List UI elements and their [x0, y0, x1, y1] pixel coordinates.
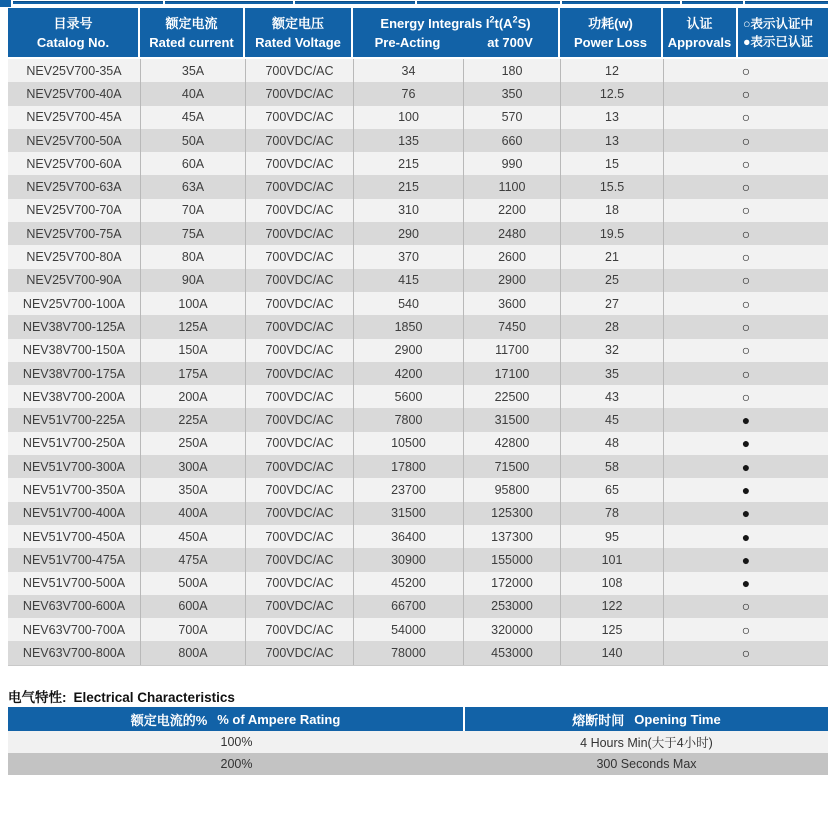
table-row — [8, 641, 828, 664]
cell-power_loss: 15 — [560, 152, 663, 175]
cell-voltage: 700VDC/AC — [245, 106, 353, 129]
cell-pre_acting: 4200 — [353, 362, 463, 385]
cell-pre_acting: 34 — [353, 59, 463, 82]
table-row — [8, 731, 828, 753]
cell-power_loss: 48 — [560, 432, 663, 455]
cell-catalog: NEV51V700-450A — [22, 529, 126, 544]
cell-time: 300 Seconds Max — [596, 757, 697, 771]
top-table-fragment — [682, 1, 743, 4]
cell-pre_acting: 135 — [353, 129, 463, 152]
approval-status: ○ — [663, 618, 828, 641]
cell-power_loss: 12 — [560, 59, 663, 82]
approval-status: ○ — [663, 152, 828, 175]
cell-at_700v: 320000 — [463, 618, 560, 641]
column-header-at-700v: at 700V — [487, 34, 533, 50]
table-row — [8, 525, 828, 548]
cell-catalog: NEV25V700-90A — [26, 273, 122, 288]
column-header-catalog — [8, 8, 140, 57]
cell-at_700v: 172000 — [463, 572, 560, 595]
cell-catalog: NEV25V700-35A — [26, 63, 122, 78]
approval-status: ○ — [663, 269, 828, 292]
header-zh: 目录号 — [53, 15, 93, 31]
cell-catalog: NEV38V700-150A — [22, 343, 126, 358]
cell-catalog: NEV51V700-225A — [22, 413, 126, 428]
cell-pre_acting: 17800 — [353, 455, 463, 478]
table-row — [8, 548, 828, 571]
cell-at_700v: 71500 — [463, 455, 560, 478]
electrical-table-body — [8, 731, 828, 775]
approval-status: ○ — [663, 315, 828, 338]
header-en: % of Ampere Rating — [217, 711, 341, 727]
cell-at_700v: 2900 — [463, 269, 560, 292]
approval-status: ○ — [663, 362, 828, 385]
cell-pre_acting: 310 — [353, 199, 463, 222]
cell-time: 4 Hours Min(大于4小时) — [580, 736, 713, 750]
cell-current: 100A — [140, 292, 245, 315]
cell-voltage: 700VDC/AC — [245, 385, 353, 408]
header-zh: 认证 — [686, 15, 713, 31]
table-row — [8, 478, 828, 501]
cell-current: 300A — [140, 455, 245, 478]
cell-power_loss: 140 — [560, 641, 663, 664]
cell-current: 500A — [140, 572, 245, 595]
cell-current: 475A — [140, 548, 245, 571]
cell-at_700v: 95800 — [463, 478, 560, 501]
cell-power_loss: 108 — [560, 572, 663, 595]
cell-at_700v: 253000 — [463, 595, 560, 618]
cell-voltage: 700VDC/AC — [245, 408, 353, 431]
cell-voltage: 700VDC/AC — [245, 292, 353, 315]
approval-status: ○ — [663, 595, 828, 618]
cell-power_loss: 43 — [560, 385, 663, 408]
cell-pre_acting: 215 — [353, 152, 463, 175]
cell-pre_acting: 215 — [353, 175, 463, 198]
cell-at_700v: 1100 — [463, 175, 560, 198]
cell-pre_acting: 290 — [353, 222, 463, 245]
cell-at_700v: 2480 — [463, 222, 560, 245]
header-en: Power Loss — [574, 34, 647, 50]
top-table-fragment — [417, 1, 560, 4]
approval-status: ○ — [663, 82, 828, 105]
corner-fragment — [0, 0, 11, 7]
cell-current: 40A — [140, 82, 245, 105]
cell-power_loss: 13 — [560, 106, 663, 129]
cell-voltage: 700VDC/AC — [245, 362, 353, 385]
cell-pre_acting: 36400 — [353, 525, 463, 548]
cell-at_700v: 350 — [463, 82, 560, 105]
cell-catalog: NEV25V700-40A — [26, 86, 122, 101]
cell-pre_acting: 78000 — [353, 641, 463, 664]
cell-at_700v: 17100 — [463, 362, 560, 385]
cell-current: 175A — [140, 362, 245, 385]
cell-catalog: NEV63V700-700A — [22, 622, 126, 637]
table-row — [8, 362, 828, 385]
table-row — [8, 175, 828, 198]
cell-pre_acting: 2900 — [353, 339, 463, 362]
cell-power_loss: 25 — [560, 269, 663, 292]
cell-current: 350A — [140, 478, 245, 501]
energy-integrals-title: Energy Integrals $I^2t(A^2S)$ — [380, 14, 531, 31]
approval-status: ○ — [663, 175, 828, 198]
electrical-table-header — [8, 707, 828, 731]
cell-at_700v: 180 — [463, 59, 560, 82]
cell-power_loss: 65 — [560, 478, 663, 501]
cell-voltage: 700VDC/AC — [245, 641, 353, 664]
approval-status: ● — [663, 572, 828, 595]
cell-current: 90A — [140, 269, 245, 292]
cell-at_700v: 137300 — [463, 525, 560, 548]
approval-status: ● — [663, 525, 828, 548]
approval-status: ● — [663, 478, 828, 501]
cell-voltage: 700VDC/AC — [245, 595, 353, 618]
table-row — [8, 152, 828, 175]
header-en: Opening Time — [634, 711, 721, 727]
top-table-fragment — [745, 1, 828, 4]
table-row — [8, 129, 828, 152]
cell-voltage: 700VDC/AC — [245, 618, 353, 641]
header-zh: 额定电流 — [165, 15, 218, 31]
cell-at_700v: 7450 — [463, 315, 560, 338]
approval-status: ● — [663, 502, 828, 525]
cell-current: 75A — [140, 222, 245, 245]
cell-voltage: 700VDC/AC — [245, 502, 353, 525]
cell-pre_acting: 76 — [353, 82, 463, 105]
cell-current: 150A — [140, 339, 245, 362]
header-zh: 额定电压 — [271, 15, 324, 31]
cell-power_loss: 78 — [560, 502, 663, 525]
table-row — [8, 432, 828, 455]
table-row — [8, 339, 828, 362]
table-row — [8, 753, 828, 775]
cell-current: 200A — [140, 385, 245, 408]
cell-at_700v: 2200 — [463, 199, 560, 222]
table-row — [8, 595, 828, 618]
cell-current: 80A — [140, 245, 245, 268]
cell-current: 225A — [140, 408, 245, 431]
column-header-rated-current — [140, 8, 245, 57]
section-heading-en: Electrical Characteristics — [73, 690, 235, 705]
cell-power_loss: 12.5 — [560, 82, 663, 105]
header-en: Rated current — [149, 34, 234, 50]
table-row — [8, 502, 828, 525]
cell-power_loss: 32 — [560, 339, 663, 362]
approval-status: ○ — [663, 106, 828, 129]
cell-at_700v: 11700 — [463, 339, 560, 362]
approval-status: ○ — [663, 339, 828, 362]
cell-pre_acting: 540 — [353, 292, 463, 315]
approval-status: ○ — [663, 129, 828, 152]
top-table-fragment — [562, 1, 680, 4]
cell-pre_acting: 31500 — [353, 502, 463, 525]
approval-status: ● — [663, 455, 828, 478]
cell-power_loss: 101 — [560, 548, 663, 571]
cell-catalog: NEV63V700-800A — [22, 646, 126, 661]
cell-current: 450A — [140, 525, 245, 548]
cell-catalog: NEV25V700-70A — [26, 203, 122, 218]
approval-status: ○ — [663, 245, 828, 268]
cell-pre_acting: 30900 — [353, 548, 463, 571]
cell-power_loss: 35 — [560, 362, 663, 385]
cell-catalog: NEV25V700-45A — [26, 110, 122, 125]
top-table-fragment — [295, 1, 415, 4]
header-zh: 额定电流的% — [130, 712, 208, 728]
cell-current: 400A — [140, 502, 245, 525]
cell-power_loss: 122 — [560, 595, 663, 618]
cell-current: 125A — [140, 315, 245, 338]
cell-pre_acting: 5600 — [353, 385, 463, 408]
cell-pre_acting: 10500 — [353, 432, 463, 455]
cell-catalog: NEV63V700-600A — [22, 599, 126, 614]
cell-pre_acting: 54000 — [353, 618, 463, 641]
table-row — [8, 82, 828, 105]
cell-at_700v: 2600 — [463, 245, 560, 268]
column-header-energy-integrals — [353, 8, 560, 57]
cell-catalog: NEV38V700-200A — [22, 389, 126, 404]
cell-catalog: NEV25V700-75A — [26, 226, 122, 241]
cell-at_700v: 42800 — [463, 432, 560, 455]
cell-voltage: 700VDC/AC — [245, 525, 353, 548]
cell-pre_acting: 1850 — [353, 315, 463, 338]
superscript: 2 — [489, 14, 495, 25]
table-row — [8, 222, 828, 245]
cell-voltage: 700VDC/AC — [245, 455, 353, 478]
cell-power_loss: 19.5 — [560, 222, 663, 245]
cell-voltage: 700VDC/AC — [245, 59, 353, 82]
cell-power_loss: 21 — [560, 245, 663, 268]
cell-current: 50A — [140, 129, 245, 152]
table-row — [8, 269, 828, 292]
cell-at_700v: 125300 — [463, 502, 560, 525]
section-heading — [8, 686, 235, 706]
approval-status: ● — [663, 408, 828, 431]
cell-catalog: NEV51V700-300A — [22, 459, 126, 474]
approval-status: ● — [663, 432, 828, 455]
cell-pre_acting: 370 — [353, 245, 463, 268]
cell-voltage: 700VDC/AC — [245, 548, 353, 571]
column-header-power-loss — [560, 8, 663, 57]
spec-table-header — [8, 8, 828, 57]
approval-status: ○ — [663, 385, 828, 408]
column-header-opening-time — [465, 707, 828, 731]
cell-at_700v: 31500 — [463, 408, 560, 431]
cell-catalog: NEV51V700-475A — [22, 552, 126, 567]
cell-current: 600A — [140, 595, 245, 618]
cell-voltage: 700VDC/AC — [245, 315, 353, 338]
column-header-approvals — [663, 8, 738, 57]
approval-status: ○ — [663, 199, 828, 222]
approval-status: ○ — [663, 641, 828, 664]
cell-voltage: 700VDC/AC — [245, 269, 353, 292]
table-row — [8, 315, 828, 338]
cell-current: 63A — [140, 175, 245, 198]
cell-catalog: NEV51V700-350A — [22, 482, 126, 497]
column-header-rated-voltage — [245, 8, 353, 57]
cell-current: 45A — [140, 106, 245, 129]
header-en: Rated Voltage — [255, 34, 341, 50]
spec-table-body — [8, 59, 828, 666]
cell-percent: 200% — [220, 757, 253, 771]
cell-voltage: 700VDC/AC — [245, 339, 353, 362]
cell-catalog: NEV38V700-175A — [22, 366, 126, 381]
electrical-characteristics-table — [8, 707, 828, 775]
approval-status: ○ — [663, 222, 828, 245]
legend-line-certified: ●表示已认证 — [743, 34, 814, 49]
cell-pre_acting: 100 — [353, 106, 463, 129]
cell-voltage: 700VDC/AC — [245, 152, 353, 175]
cell-current: 800A — [140, 641, 245, 664]
cell-voltage: 700VDC/AC — [245, 222, 353, 245]
cell-voltage: 700VDC/AC — [245, 129, 353, 152]
table-row — [8, 106, 828, 129]
cell-pre_acting: 415 — [353, 269, 463, 292]
top-table-fragment — [165, 1, 293, 4]
header-zh: 功耗(w) — [588, 15, 633, 31]
cell-percent: 100% — [220, 735, 253, 749]
cell-current: 70A — [140, 199, 245, 222]
cell-power_loss: 58 — [560, 455, 663, 478]
cell-voltage: 700VDC/AC — [245, 199, 353, 222]
cell-voltage: 700VDC/AC — [245, 175, 353, 198]
table-row — [8, 385, 828, 408]
cell-current: 60A — [140, 152, 245, 175]
cell-catalog: NEV38V700-125A — [22, 319, 126, 334]
cell-catalog: NEV25V700-100A — [22, 296, 126, 311]
table-row — [8, 618, 828, 641]
cell-catalog: NEV51V700-500A — [22, 576, 126, 591]
approval-status: ○ — [663, 59, 828, 82]
cell-voltage: 700VDC/AC — [245, 572, 353, 595]
cell-current: 700A — [140, 618, 245, 641]
cell-power_loss: 95 — [560, 525, 663, 548]
column-header-approval-legend — [738, 8, 828, 57]
table-row — [8, 408, 828, 431]
cell-at_700v: 453000 — [463, 641, 560, 664]
header-en: Catalog No. — [36, 34, 110, 50]
table-row — [8, 292, 828, 315]
table-row — [8, 455, 828, 478]
cell-catalog: NEV51V700-400A — [22, 506, 126, 521]
column-header-ampere-rating — [8, 707, 465, 731]
cell-pre_acting: 45200 — [353, 572, 463, 595]
cell-power_loss: 18 — [560, 199, 663, 222]
cell-catalog: NEV25V700-63A — [26, 180, 122, 195]
approval-status: ● — [663, 548, 828, 571]
cell-power_loss: 45 — [560, 408, 663, 431]
cell-catalog: NEV25V700-50A — [26, 133, 122, 148]
approval-status: ○ — [663, 292, 828, 315]
cell-at_700v: 990 — [463, 152, 560, 175]
spec-table — [8, 8, 828, 666]
table-row — [8, 199, 828, 222]
cell-at_700v: 660 — [463, 129, 560, 152]
cell-at_700v: 22500 — [463, 385, 560, 408]
cell-power_loss: 13 — [560, 129, 663, 152]
cell-voltage: 700VDC/AC — [245, 478, 353, 501]
cell-catalog: NEV25V700-60A — [26, 156, 122, 171]
cell-pre_acting: 66700 — [353, 595, 463, 618]
table-row — [8, 572, 828, 595]
section-heading-zh: 电气特性: — [8, 690, 67, 705]
cell-catalog: NEV25V700-80A — [26, 250, 122, 265]
header-en: Approvals — [667, 34, 732, 50]
column-header-pre-acting: Pre-Acting — [374, 34, 441, 50]
legend-line-pending: ○表示认证中 — [743, 16, 814, 31]
cell-pre_acting: 7800 — [353, 408, 463, 431]
cell-current: 250A — [140, 432, 245, 455]
table-row — [8, 245, 828, 268]
top-table-fragment — [13, 1, 163, 4]
cell-current: 35A — [140, 59, 245, 82]
cell-at_700v: 570 — [463, 106, 560, 129]
cell-power_loss: 125 — [560, 618, 663, 641]
header-zh: 熔断时间 — [572, 712, 625, 728]
cell-power_loss: 15.5 — [560, 175, 663, 198]
cell-voltage: 700VDC/AC — [245, 82, 353, 105]
cell-power_loss: 28 — [560, 315, 663, 338]
cell-at_700v: 3600 — [463, 292, 560, 315]
table-row — [8, 59, 828, 82]
cell-pre_acting: 23700 — [353, 478, 463, 501]
cell-at_700v: 155000 — [463, 548, 560, 571]
cell-voltage: 700VDC/AC — [245, 432, 353, 455]
cell-power_loss: 27 — [560, 292, 663, 315]
cell-voltage: 700VDC/AC — [245, 245, 353, 268]
superscript: 2 — [512, 14, 518, 25]
cell-catalog: NEV51V700-250A — [22, 436, 126, 451]
